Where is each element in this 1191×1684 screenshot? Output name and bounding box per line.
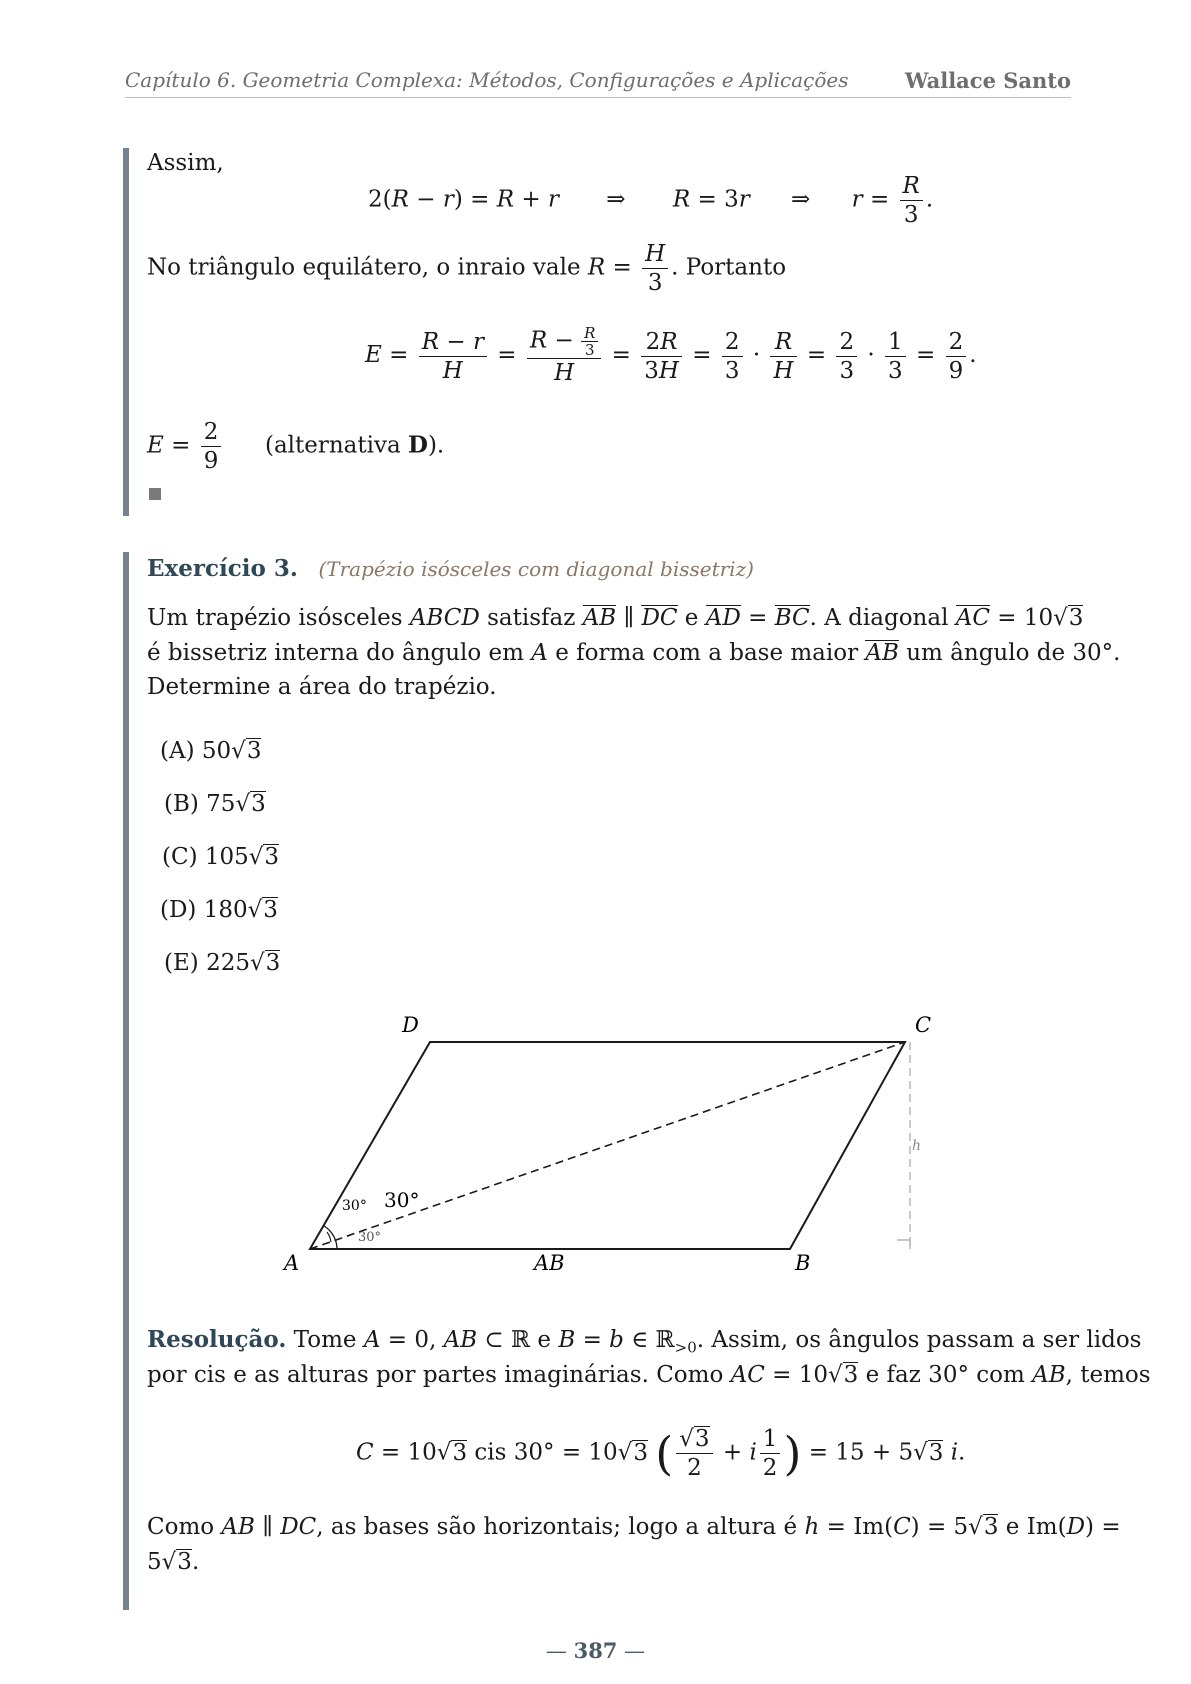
resolution-line-3: Como AB ∥ DC, as bases são horizontais; logo a altura é h = Im(C) = 5√3 e Im(D) = [147, 1514, 1121, 1540]
vertex-label-d: D [402, 1013, 419, 1037]
resolution-line-4: 5√3. [147, 1549, 200, 1575]
vertex-label-a: A [284, 1251, 300, 1275]
angle-label-big: 30° [384, 1188, 420, 1212]
diagonal-ac [310, 1042, 905, 1249]
angle-arc-inner [327, 1232, 331, 1242]
exercise-subtitle: (Trapézio isósceles com diagonal bissetriz) [318, 557, 754, 581]
resolution-title: Resolução. [147, 1326, 287, 1353]
assim-text: Assim, [147, 150, 224, 176]
angle-label-low: 30° [358, 1230, 382, 1245]
angle-label-top: 30° [342, 1198, 367, 1214]
exercise-statement-line-3: Determine a área do trapézio. [147, 674, 497, 700]
option-b[interactable]: (B) 75√3 [164, 791, 266, 817]
equation-radius-relation: 2(R − r) = R + r ⇒ R = 3r ⇒ r = $\frac{R}{3}$ . [368, 173, 934, 228]
exercise-statement-line-2: é bissetriz interna do ângulo em A e forma com a base maior AB um ângulo de 30°. [147, 640, 1121, 666]
triangle-text-after: . Portanto [671, 254, 787, 281]
option-e[interactable]: (E) 225√3 [164, 950, 281, 976]
right-angle-mark [897, 1240, 910, 1249]
triangle-inradius-text: No triângulo equilátero, o inraio vale R = $\frac{H}{3}$ . Portanto [147, 241, 787, 296]
exercise-statement-line-1: Um trapézio isósceles ABCD satisfaz AB ∥ DC e AD = BC. A diagonal AC = 10√3 [147, 605, 1084, 631]
resolution-line-1: Resolução. Tome A = 0, AB ⊂ ℝ e B = b ∈ ℝ$_{>0}$. Assim, os ângulos passam a ser lidos [147, 1326, 1142, 1357]
conclusion-line: E = $\frac{2}{9}$ (alternativa D). [147, 419, 445, 474]
height-label: h [912, 1138, 922, 1154]
exercise-title: Exercício 3. [147, 555, 298, 582]
option-d[interactable]: (D) 180√3 [160, 897, 278, 923]
triangle-text-before: No triângulo equilátero, o inraio vale [147, 254, 588, 281]
answer-letter: D [408, 431, 428, 459]
page-number: — 387 — [545, 1638, 646, 1663]
running-header-author: Wallace Santo [904, 68, 1071, 93]
resolution-line-2: por cis e as alturas por partes imaginárias. Como AC = 10√3 e faz 30° com AB, temos [147, 1362, 1151, 1388]
vertex-label-c: C [915, 1013, 932, 1037]
option-c[interactable]: (C) 105√3 [162, 844, 280, 870]
base-label-ab: AB [534, 1251, 565, 1275]
equation-E-chain: E = $\frac{R - r}{H}$ = R − $\frac{R}{3}$ H = $\frac{2R}{3H}$ = $\frac{2}{3}$ · $\frac{R}{H}$ = $\frac{2}{3}$ · $\frac{1}{3}$ = $\frac{2}{9}$ . [365, 324, 977, 386]
equation-point-c: C = 10√3 cis 30° = 10√3 ( $\frac{√3}{2}$ + i $\frac{1}{2}$ ) = 15 + 5√3 i. [356, 1426, 966, 1481]
vertex-label-b: B [795, 1251, 811, 1275]
angle-arc-outer [324, 1226, 337, 1249]
option-a[interactable]: (A) 50√3 [160, 738, 262, 764]
running-header-chapter: Capítulo 6. Geometria Complexa: Métodos, Configurações e Aplicações [125, 68, 849, 92]
